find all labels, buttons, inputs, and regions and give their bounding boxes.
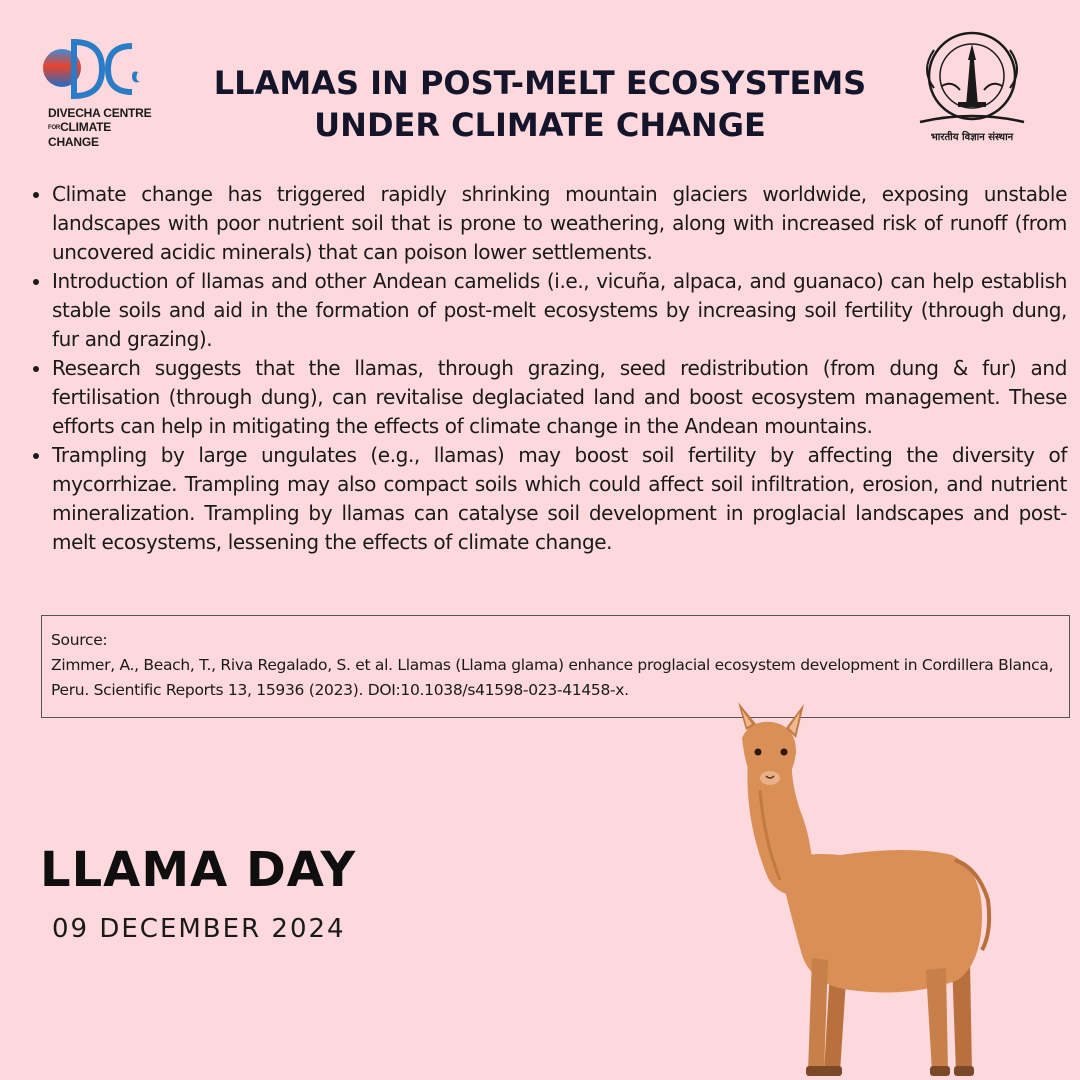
source-label: Source: [51, 631, 108, 649]
divecha-for: FOR [48, 124, 61, 131]
event-date: 09 DECEMBER 2024 [52, 914, 346, 944]
llama-illustration [720, 700, 1010, 1080]
event-title: LLAMA DAY [40, 842, 357, 898]
source-citation: Zimmer, A., Beach, T., Riva Regalado, S. et al. Llamas (Llama glama) enhance proglacial ecosystem development in Cordillera Blanca, Peru. Scientific Reports 13, 15936 (2023). DOI:10.1038/s41598-023-41458-x. [51, 656, 1054, 699]
bullet-point: • Climate change has triggered rapidly shrinking mountain glaciers worldwide, exposing unstable landscapes with poor nutrient soil that is prone to weathering, along with increased risk of runoff (from uncovered acidic minerals) that can poison lower settlements. [52, 180, 1067, 267]
iisc-hindi-name: भारतीय विज्ञान संस्थान [930, 132, 1014, 143]
bullet-point: • Trampling by large ungulates (e.g., llamas) may boost soil fertility by affecting the diversity of mycorrhizae. Trampling may also compact soils which could affect soil infiltration, erosion, and nutrient mineralization. Trampling by llamas can catalyse soil development in proglacial landscapes and post-melt ecosystems, lessening the effects of climate change. [52, 441, 1067, 557]
page-title [180, 62, 900, 146]
divecha-line1: DIVECHA CENTRE [48, 106, 152, 120]
title-line-1: LLAMAS IN POST-MELT ECOSYSTEMS [213, 64, 867, 102]
bullet-point: • Introduction of llamas and other Andean camelids (i.e., vicuña, alpaca, and guanaco) can help establish stable soils and aid in the formation of post-melt ecosystems by increasing soil fertility (through dung, fur and grazing). [52, 267, 1067, 354]
divecha-line2: CLIMATE CHANGE [48, 120, 112, 149]
divecha-centre-name [48, 106, 158, 149]
bullet-list [32, 180, 1067, 557]
iisc-logo [912, 30, 1032, 146]
bullet-point: • Research suggests that the llamas, through grazing, seed redistribution (from dung & fur) and fertilisation (through dung), can revitalise deglaciated land and boost ecosystem management. These efforts can help in mitigating the effects of climate change in the Andean mountains. [52, 354, 1067, 441]
title-line-2: UNDER CLIMATE CHANGE [314, 106, 766, 144]
